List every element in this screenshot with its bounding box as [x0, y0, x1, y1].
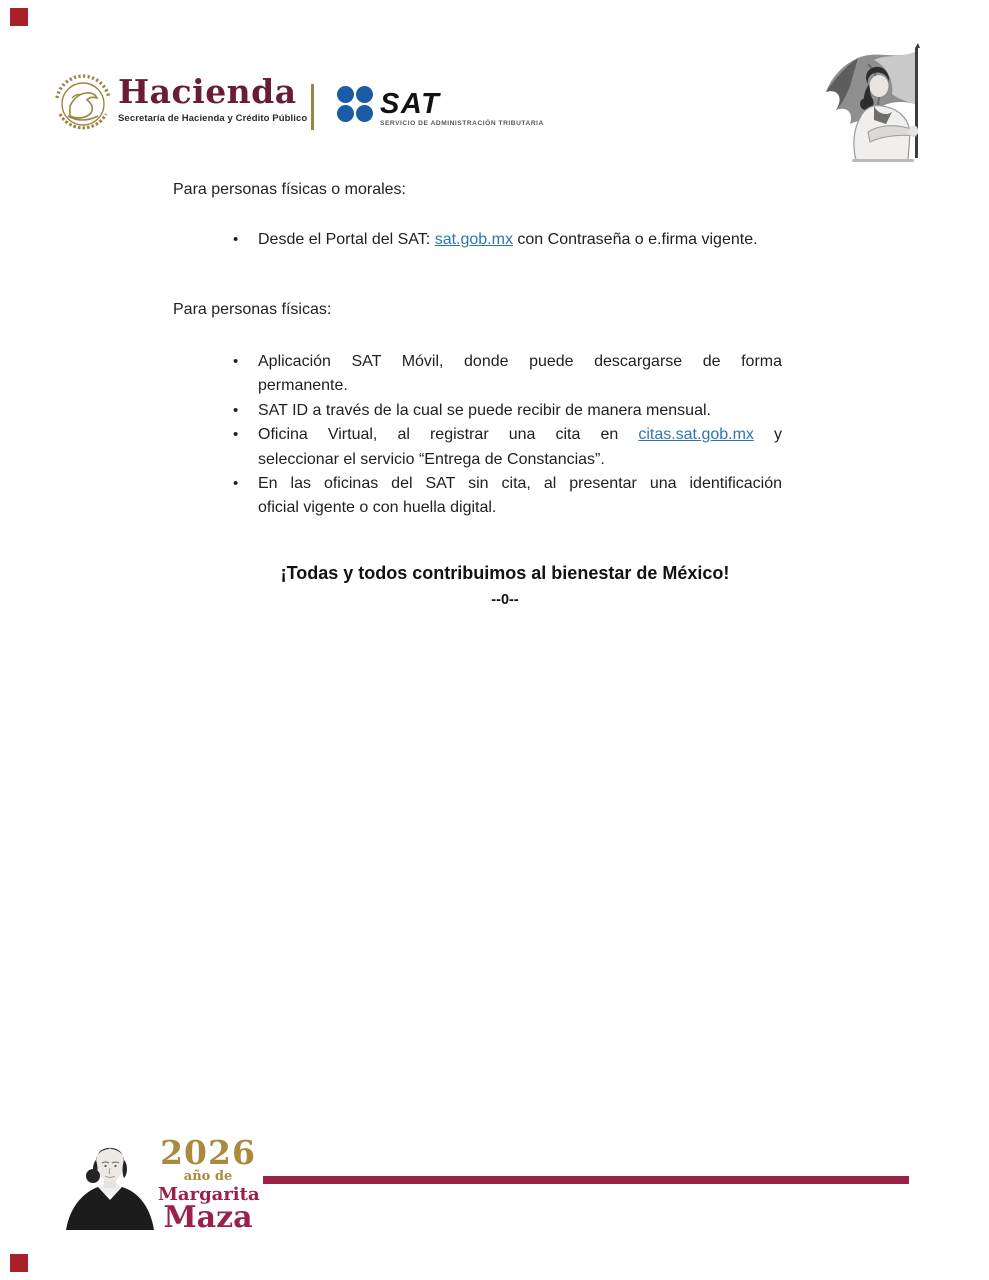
bullet-text-segment: Aplicación SAT Móvil, donde puede descargarse de forma [258, 353, 782, 370]
bullet-text-segment: Desde el Portal del SAT: [258, 231, 435, 248]
bullet-text-segment: y [753, 426, 782, 444]
bullet-text-segment: oficial vigente o con huella digital. [258, 499, 497, 517]
hyperlink-sat.gob.mx[interactable]: sat.gob.mx [434, 231, 513, 248]
bullet-item [173, 350, 873, 399]
hyperlink-citas.sat.gob.mx[interactable]: citas.sat.gob.mx [638, 426, 754, 444]
bullet-text-segment: seleccionar el servicio “Entrega de Constancias”. [258, 450, 605, 468]
maza-text: Maza [163, 1200, 253, 1235]
bullet-dot: • [233, 426, 239, 444]
bullet-dot: • [233, 401, 239, 419]
bullet-item [173, 228, 873, 252]
section-heading-morales: Para personas físicas o morales: [173, 181, 406, 198]
footer-rule [263, 1176, 909, 1184]
sat-tagline: SERVICIO DE ADMINISTRACIÓN TRIBUTARIA [380, 120, 544, 127]
bullet-text-segment: SAT ID a través de la cual se puede recibir de manera mensual. [258, 401, 711, 419]
margarita-text: Margarita [158, 1184, 260, 1205]
sat-logo [337, 86, 544, 127]
bullet-dot: • [233, 475, 239, 493]
hacienda-wordmark: Hacienda [118, 72, 297, 111]
woman-with-flag-illustration [816, 40, 934, 171]
ano-de-text: año de [183, 1169, 233, 1184]
bullet-list-morales [173, 228, 873, 252]
bullet-item [173, 423, 873, 472]
sat-wordmark: SAT [380, 88, 441, 120]
bullet-text-segment: permanente. [258, 377, 348, 395]
bottom-left-corner-mark [10, 1254, 28, 1272]
bullet-text-segment: Oficina Virtual, al registrar una cita en [258, 426, 639, 444]
hacienda-logo [118, 74, 328, 124]
margarita-maza-portrait [60, 1130, 160, 1235]
bullet-dot: • [233, 231, 239, 248]
year-2026-text: 2026 [160, 1133, 256, 1172]
bullet-item [173, 399, 873, 423]
bullet-text-segment: En las oficinas del SAT sin cita, al presentar una identificación [258, 475, 782, 493]
year-2026-logo [158, 1133, 260, 1235]
end-mark: --0-- [491, 592, 519, 608]
bullet-list-fisicas [173, 350, 873, 521]
top-left-corner-mark [10, 8, 28, 26]
header-divider [311, 84, 314, 130]
section-heading-fisicas: Para personas físicas: [173, 301, 332, 318]
sat-dots-icon [337, 86, 373, 127]
bullet-item [173, 472, 873, 521]
hacienda-subtitle: Secretaría de Hacienda y Crédito Público [118, 113, 308, 124]
mexican-national-seal-icon [54, 72, 112, 139]
closing-slogan: ¡Todas y todos contribuimos al bienestar de México! [280, 563, 730, 583]
bullet-dot: • [233, 353, 239, 370]
bullet-text-segment: con Contraseña o e.firma vigente. [512, 231, 758, 248]
